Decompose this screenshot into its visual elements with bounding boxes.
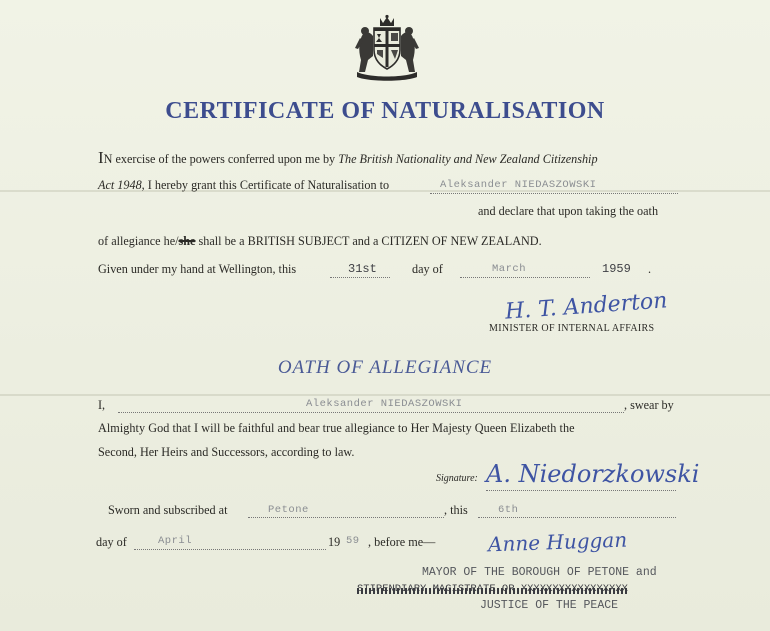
sworn-place-line <box>248 517 444 518</box>
oath-swear: , swear by <box>624 398 674 412</box>
oath-title: OATH OF ALLEGIANCE <box>277 357 493 378</box>
sworn-day-line <box>478 517 676 518</box>
intro-line-2 <box>98 178 389 193</box>
official-signature: Anne Huggan <box>487 527 628 557</box>
official-title: MAYOR OF THE BOROUGH OF PETONE and <box>422 566 657 579</box>
sworn-year-prefix: 19 <box>328 535 341 549</box>
act-name: The British Nationality and New Zealand Citizenship <box>338 152 598 166</box>
drop-cap: I <box>98 148 104 167</box>
sworn-month-line <box>134 549 326 550</box>
given-prefix: Given under my hand at Wellington, this <box>98 262 297 276</box>
struck-title: STIPENDIARY MAGISTRATE OR XXXXXXXXXXXXXXXXX <box>357 583 628 595</box>
justice-of-the-peace: JUSTICE OF THE PEACE <box>480 599 619 612</box>
certificate-title: CERTIFICATE OF NATURALISATION <box>165 98 605 124</box>
signature-label: Signature: <box>436 473 478 484</box>
intro-text-1: N exercise of the powers conferred upon me by <box>103 152 336 166</box>
intro-line-3: and declare that upon taking the oath <box>478 204 659 218</box>
oath-line-3: Second, Her Heirs and Successors, according to law. <box>98 445 355 459</box>
given-day-line <box>330 277 390 278</box>
sworn-month: April <box>158 535 193 547</box>
grantee-name: Aleksander NIEDASZOWSKI <box>440 179 597 191</box>
sworn-day: 6th <box>498 504 519 516</box>
signature-line <box>486 490 676 491</box>
paper-fold <box>0 394 770 396</box>
intro-line-4 <box>98 234 542 249</box>
oath-name-line <box>118 412 624 413</box>
given-month: March <box>492 263 527 275</box>
sworn-this: , this <box>444 503 468 517</box>
given-year: 1959 <box>602 262 631 276</box>
intro-text-4a: of allegiance he/ <box>98 234 179 248</box>
oath-line-2: Almighty God that I will be faithful and bear true allegiance to Her Majesty Queen Elizabeth the <box>98 421 575 435</box>
intro-text-2: I hereby grant this Certificate of Naturalisation to <box>147 178 390 192</box>
minister-title: MINISTER OF INTERNAL AFFAIRS <box>489 323 655 334</box>
sworn-year-suffix: 59 <box>346 535 360 547</box>
oath-pronoun: I, <box>98 398 106 412</box>
sworn-place: Petone <box>268 504 309 516</box>
given-day-of: day of <box>412 262 443 276</box>
sworn-before: , before me— <box>368 535 436 549</box>
sworn-day-of: day of <box>96 535 127 549</box>
intro-line-1 <box>98 148 598 168</box>
sworn-prefix: Sworn and subscribed at <box>108 503 228 517</box>
given-end: . <box>648 262 652 276</box>
struck-pronoun: she <box>178 234 196 248</box>
oath-name: Aleksander NIEDASZOWSKI <box>306 398 463 410</box>
act-name-year: Act 1948, <box>98 178 145 192</box>
given-day: 31st <box>348 262 377 276</box>
grantee-line <box>430 193 678 194</box>
coat-of-arms-icon <box>349 14 425 82</box>
given-month-line <box>460 277 590 278</box>
intro-text-4b: shall be a BRITISH SUBJECT and a CITIZEN OF NEW ZEALAND. <box>198 234 542 248</box>
minister-signature: H. T. Anderton <box>504 288 669 325</box>
applicant-signature: A. Niedorzkowski <box>486 460 700 488</box>
